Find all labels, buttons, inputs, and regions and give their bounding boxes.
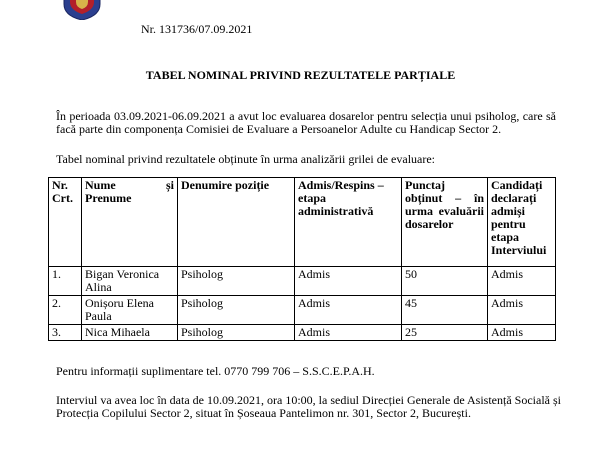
cell-interview-status: Admis — [488, 325, 556, 341]
interview-paragraph: Interviul va avea loc în data de 10.09.2021, ora 10:00, la sediul Direcției Generale de Asistență Socială și Protecția Copilului Sector 2, situat în Șoseaua Pantelimon nr. 301, Sector 2, București. — [56, 393, 561, 420]
table-row — [49, 267, 556, 296]
header-nr-crt: Nr. Crt. — [49, 178, 82, 267]
cell-name: Nica Mihaela — [82, 325, 178, 341]
cell-score: 50 — [402, 267, 488, 296]
cell-position: Psiholog — [178, 267, 295, 296]
coat-of-arms-icon — [62, 0, 102, 20]
contact-info: Pentru informații suplimentare tel. 0770 799 706 – S.S.C.E.P.A.H. — [56, 364, 375, 378]
cell-name: Onișoru Elena Paula — [82, 296, 178, 325]
document-reference: Nr. 131736/07.09.2021 — [141, 22, 253, 36]
cell-nr: 3. — [49, 325, 82, 341]
cell-name: Bigan Veronica Alina — [82, 267, 178, 296]
table-caption: Tabel nominal privind rezultatele obținute în urma analizării grilei de evaluare: — [56, 152, 436, 166]
header-punctaj: Punctaj obținut – în urma evaluării dosarelor — [402, 178, 488, 267]
cell-position: Psiholog — [178, 296, 295, 325]
cell-nr: 1. — [49, 267, 82, 296]
cell-nr: 2. — [49, 296, 82, 325]
cell-interview-status: Admis — [488, 267, 556, 296]
table-row — [49, 296, 556, 325]
cell-admin-status: Admis — [295, 296, 402, 325]
header-nume-prenume: Nume și Prenume — [82, 178, 178, 267]
header-candidati-admisi: Candidați declarați admiși pentru etapa Interviului — [488, 178, 556, 267]
intro-paragraph: În perioada 03.09.2021-06.09.2021 a avut loc evaluarea dosarelor pentru selecția unui psiholog, care să facă parte din componența Comisiei de Evaluare a Persoanelor Adulte cu Handicap Sector 2. — [56, 109, 556, 136]
cell-score: 45 — [402, 296, 488, 325]
header-admis-respins: Admis/Respins – etapa administrativă — [295, 178, 402, 267]
header-denumire-pozitie: Denumire poziție — [178, 178, 295, 267]
page-title: TABEL NOMINAL PRIVIND REZULTATELE PARȚIALE — [145, 68, 456, 82]
table-header-row — [49, 178, 556, 267]
cell-position: Psiholog — [178, 325, 295, 341]
cell-admin-status: Admis — [295, 325, 402, 341]
cell-interview-status: Admis — [488, 296, 556, 325]
cell-admin-status: Admis — [295, 267, 402, 296]
results-table — [48, 177, 556, 341]
cell-score: 25 — [402, 325, 488, 341]
table-row — [49, 325, 556, 341]
